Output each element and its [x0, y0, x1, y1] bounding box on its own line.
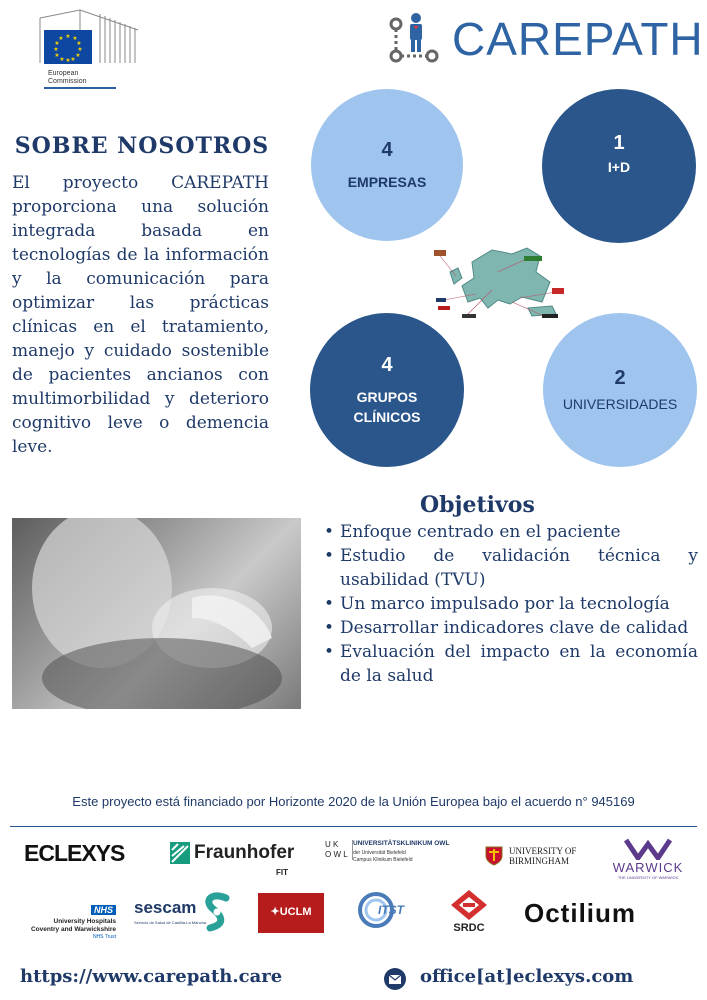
warwick-mark-icon — [624, 838, 672, 860]
pathway-person-icon — [386, 12, 450, 68]
svg-text:★: ★ — [70, 56, 76, 63]
svg-text:★: ★ — [54, 40, 60, 47]
svg-text:★: ★ — [65, 33, 71, 40]
stat-label: I+D — [607, 158, 631, 175]
svg-text:★: ★ — [72, 35, 78, 42]
objective-item: • Enfoque centrado en el paciente — [320, 520, 698, 544]
brand-name: CAREPATH — [452, 13, 704, 65]
svg-text:★: ★ — [54, 52, 60, 59]
uk-owl-logo — [325, 840, 465, 868]
uclm-logo — [258, 893, 324, 933]
birmingham-line1: UNIVERSITY OF — [509, 846, 577, 856]
stat-number: 2 — [614, 366, 626, 389]
stat-number: 4 — [381, 138, 393, 161]
svg-text:★: ★ — [76, 40, 82, 47]
stat-label: GRUPOS CLÍNICOS — [353, 388, 421, 425]
objective-item: • Un marco impulsado por la tecnología — [320, 592, 698, 616]
birmingham-crest-icon — [485, 846, 503, 866]
svg-text:★: ★ — [53, 46, 59, 53]
nhs-badge: NHS — [91, 905, 116, 915]
warwick-sub: THE UNIVERSITY OF WARWICK — [617, 875, 679, 880]
european-commission-logo — [20, 8, 140, 88]
itst-logo — [356, 890, 418, 930]
fraunhofer-sub: FIT — [276, 868, 288, 877]
nhs-uhcw-logo — [24, 900, 116, 940]
srdc-name: SRDC — [453, 922, 485, 934]
eu-logo-text: European Commission — [48, 70, 87, 85]
eclexys-logo-text: ECLEXYS — [24, 840, 125, 866]
stat-circle-grupos-clinicos — [310, 313, 464, 467]
uclm-text: UCLM — [279, 906, 312, 918]
warwick-name: WARWICK — [612, 860, 684, 875]
srdc-diamond-icon — [449, 888, 489, 922]
sescam-sub: Servicio de Salud de Castilla-La Mancha — [134, 920, 207, 925]
objective-item: • Evaluación del impacto en la economía de la salud — [320, 640, 698, 688]
fraunhofer-icon — [170, 842, 190, 864]
svg-text:★: ★ — [58, 35, 64, 42]
stat-circle-empresas — [311, 89, 463, 241]
octilium-logo — [524, 898, 636, 929]
birmingham-line2: BIRMINGHAM — [509, 856, 570, 866]
eclexys-logo — [24, 840, 124, 867]
svg-text:★: ★ — [75, 52, 81, 59]
stat-number: 4 — [381, 353, 393, 376]
uk-owl-sub1: der Universität Bielefeld — [353, 850, 406, 856]
svg-text:★: ★ — [77, 46, 83, 53]
about-text: El proyecto CAREPATH proporciona una solución integrada basada en tecnologías de la información y la comunicación para optimizar las prácticas clínicas en el tratamiento, manejo y cuidado sostenible de pacientes ancianos con multimorbilidad y deterioro cognitivo leve o demencia leve. — [12, 173, 269, 457]
nhs-text3: NHS Trust — [92, 934, 116, 940]
fraunhofer-name: Fraunhofer — [194, 842, 295, 863]
objectives-list — [320, 520, 698, 688]
octilium-text: Octilium — [524, 898, 637, 928]
birmingham-name — [509, 846, 576, 866]
objective-item: • Desarrollar indicadores clave de calidad — [320, 616, 698, 640]
stat-label: EMPRESAS — [347, 173, 427, 190]
svg-text:★: ★ — [59, 56, 65, 63]
stat-label: UNIVERSIDADES — [562, 395, 678, 412]
about-title: SOBRE NOSOTROS — [14, 133, 270, 159]
website-link[interactable]: https://www.carepath.care — [20, 966, 283, 987]
carepath-logo — [386, 12, 704, 68]
eu-logo-underline — [44, 87, 116, 89]
elderly-patient-photo — [12, 518, 301, 709]
uk-owl-mark: U K O W L — [325, 840, 353, 860]
warwick-logo — [606, 838, 690, 886]
uk-owl-title: UNIVERSITÄTSKLINIKUM OWL — [353, 840, 450, 847]
objective-item: • Estudio de validación técnica y usabilidad (TVU) — [320, 544, 698, 592]
objectives-title: Objetivos — [420, 492, 535, 518]
divider — [10, 826, 697, 827]
sescam-name: sescam — [134, 898, 197, 917]
srdc-logo — [443, 888, 495, 940]
uk-owl-sub2: Campus Klinikum Bielefeld — [353, 857, 413, 863]
svg-text:★: ★ — [65, 57, 71, 64]
stat-circle-id — [542, 89, 696, 243]
email-icon — [384, 968, 406, 990]
funding-statement: Este proyecto está financiado por Horizonte 2020 de la Unión Europea bajo el acuerdo n° 945169 — [72, 794, 635, 809]
uclm-name: ✦UCLM — [270, 906, 312, 918]
nhs-text2: Coventry and Warwickshire — [30, 926, 116, 933]
eu-flag-icon — [44, 30, 92, 64]
stat-circle-universidades — [543, 313, 697, 467]
stat-number: 1 — [613, 131, 625, 154]
itst-name: ITST — [378, 903, 404, 917]
sescam-logo — [134, 892, 234, 932]
sescam-s-icon — [202, 892, 232, 932]
nhs-text1: University Hospitals — [53, 918, 116, 925]
email-link[interactable]: office[at]eclexys.com — [420, 966, 634, 987]
europe-partners-map — [432, 242, 572, 322]
